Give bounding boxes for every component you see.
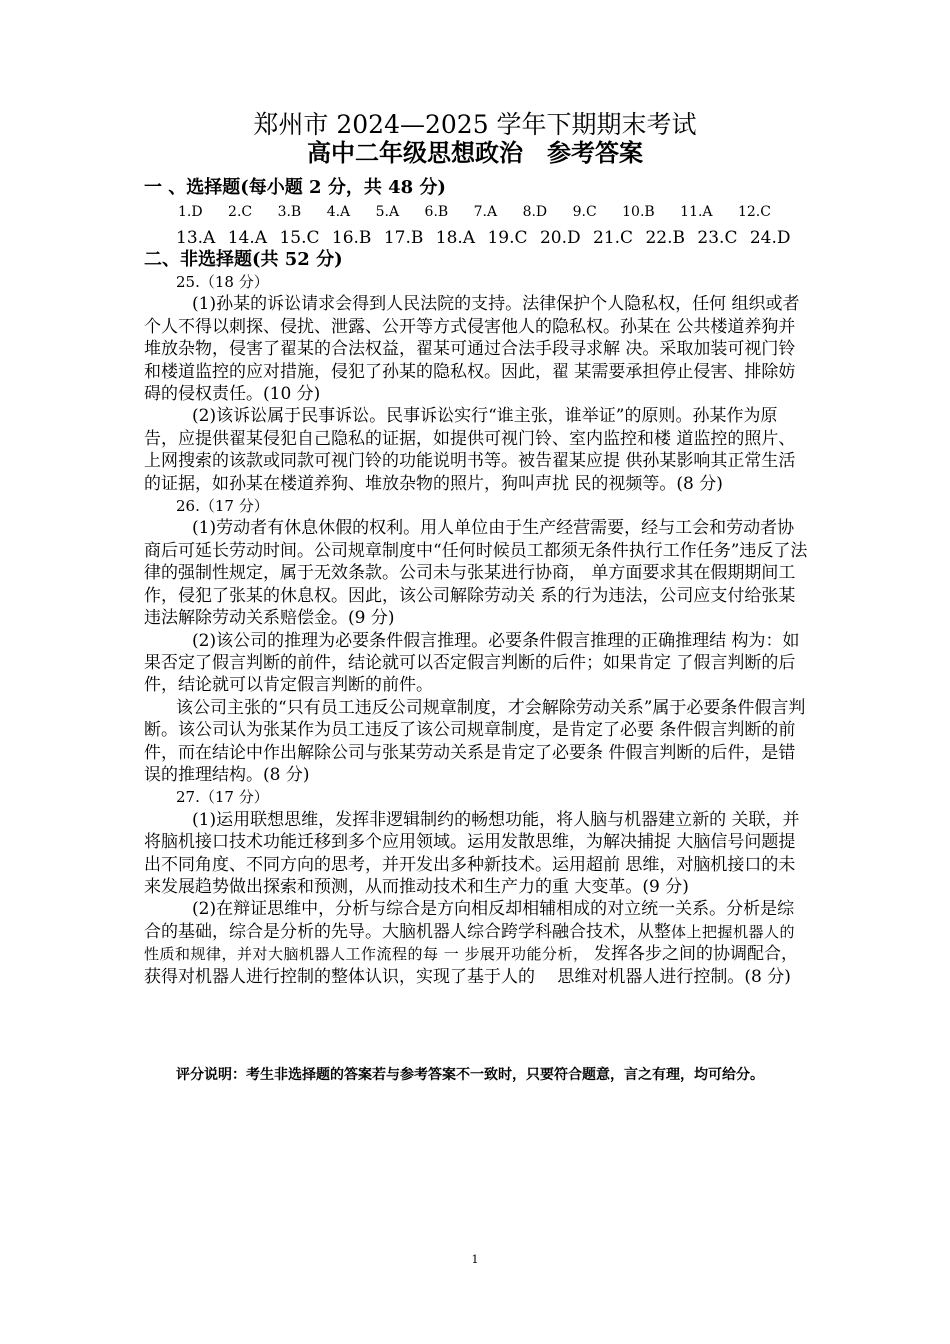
question-27-part-2-text-a: (2)在辩证思维中，分析与综合是方向相反却相辅相成的对立统一关系。分析是综合的基础，综合是分析的先导。大脑机器人综合跨学科融合技术，从整 [144,899,795,942]
mcq-answer: 15.C [279,228,320,248]
question-26-heading: 26.（17 分） [176,497,269,516]
question-26-part-2-continued: 该公司主张的“只有员工违反公司规章制度，才会解除劳动关系”属于必要条件假言判断。该公司认为张某作为员工违反了该公司规章制度，是肯定了必要 条件假言判断的前件，而在结论中作出解除公司与张某劳动关系是肯定了必要条 件假言判断的后件，是错误的推理结构。(8 分) [144,697,806,785]
mcq-answer: 6.B [424,204,449,220]
mcq-answer: 20.D [539,228,581,248]
page-number: 1 [471,1253,479,1266]
exam-subtitle: 高中二年级思想政治 参考答案 [307,138,643,167]
mcq-answer: 2.C [228,204,253,220]
mcq-answers-row-1 [178,202,798,222]
question-25-heading: 25.（18 分） [176,273,269,291]
mcq-answer: 5.A [375,204,400,220]
mcq-answers-row-2 [176,226,816,250]
question-27-part-2 [144,898,810,988]
section-2-body [144,271,810,988]
mcq-answer: 8.D [522,204,548,220]
mcq-answer: 17.B [383,228,424,248]
section-1-title: 一 、选择题(每小题 2 分，共 48 分) [144,177,446,198]
mcq-answer: 11.A [680,204,713,220]
mcq-answer: 21.C [593,228,634,248]
question-26-part-2: (2)该公司的推理为必要条件假言推理。必要条件假言推理的正确推理结 构为：如果否定了假言判断的前件，结论就可以否定假言判断的后件；如果肯定 了假言判断的后件，结论就可以肯定假言判断的前件。 [144,630,800,696]
question-27-heading: 27.（17 分） [176,788,269,807]
mcq-answer: 10.B [622,204,655,220]
mcq-answer: 12.C [737,204,771,220]
grading-note: 评分说明：考生非选择题的答案若与参考答案不一致时，只要符合题意，言之有理，均可给分。 [176,1067,764,1083]
question-27-part-1: (1)运用联想思维，发挥非逻辑制约的畅想功能，将人脑与机器建立新的 关联，并将脑机接口技术功能迁移到多个应用领域。运用发散思维，为解决捕捉 大脑信号问题提出不同角度、不同方向的思考，并开发出多种新技术。运用超前 思维，对脑机接口的未来发展趋势做出探索和预测，从而推动技术和生产力的重 大变革。(9 分) [144,809,800,897]
section-2-title: 二、非选择题(共 52 分) [144,249,343,270]
question-26-part-1: (1)劳动者有休息休假的权利。用人单位由于生产经营需要，经与工会和劳动者协商后可延长劳动时间。公司规章制度中“任何时候员工都须无条件执行工作任务”违反了法律的强制性规定，属于无效条款。公司未与张某进行协商， 单方面要求其在假期期间工作，侵犯了张某的休息权。因此，该公司解除劳动关 系的行为违法，公司应支付给张某违法解除劳动关系赔偿金。(9 分) [144,518,808,629]
mcq-answer: 24.D [749,228,791,248]
question-27-part-2-text-b: 体上把握机器人的性质和规律，并对大脑机器人工作流程的每 一 步展开功能分析， [144,922,796,964]
mcq-answer: 14.A [227,228,268,248]
mcq-answer: 13.A [176,228,216,248]
mcq-answer: 1.D [178,204,203,220]
mcq-answer: 18.A [435,228,476,248]
mcq-answer: 7.A [473,204,498,220]
exam-title: 郑州市 2024—2025 学年下期期末考试 [253,110,697,139]
question-27-part-2-text-c: 发挥各步之间的协调配合，获得对机器人进行控制的整体认识，实现了基于人的 思维对机器人进行控制。(8 分) [144,944,798,987]
mcq-answer: 16.B [331,228,372,248]
mcq-answer: 9.C [572,204,597,220]
mcq-answer: 19.C [487,228,528,248]
question-25-part-2: (2)该诉讼属于民事诉讼。民事诉讼实行“谁主张，谁举证”的原则。孙某作为原告，应提供翟某侵犯自己隐私的证据，如提供可视门铃、室内监控和楼 道监控的照片、上网搜索的该款或同款可视门铃的功能说明书等。被告翟某应提 供孙某影响其正常生活的证据，如孙某在楼道养狗、堆放杂物的照片，狗叫声扰 民的视频等。(8 分) [144,406,796,494]
mcq-answer: 22.B [645,228,685,248]
question-25-part-1: (1)孙某的诉讼请求会得到人民法院的支持。法律保护个人隐私权，任何 组织或者个人不得以刺探、侵扰、泄露、公开等方式侵害他人的隐私权。孙某在 公共楼道养狗并堆放杂物，侵害了翟某的合法权益，翟某可通过合法手段寻求解 决。采取加装可视门铃和楼道监控的应对措施，侵犯了孙某的隐私权。因此，翟 某需要承担停止侵害、排除妨碍的侵权责任。(10 分) [144,294,800,405]
mcq-answer: 23.C [697,228,738,248]
mcq-answer: 4.A [326,204,351,220]
mcq-answer: 3.B [277,204,302,220]
